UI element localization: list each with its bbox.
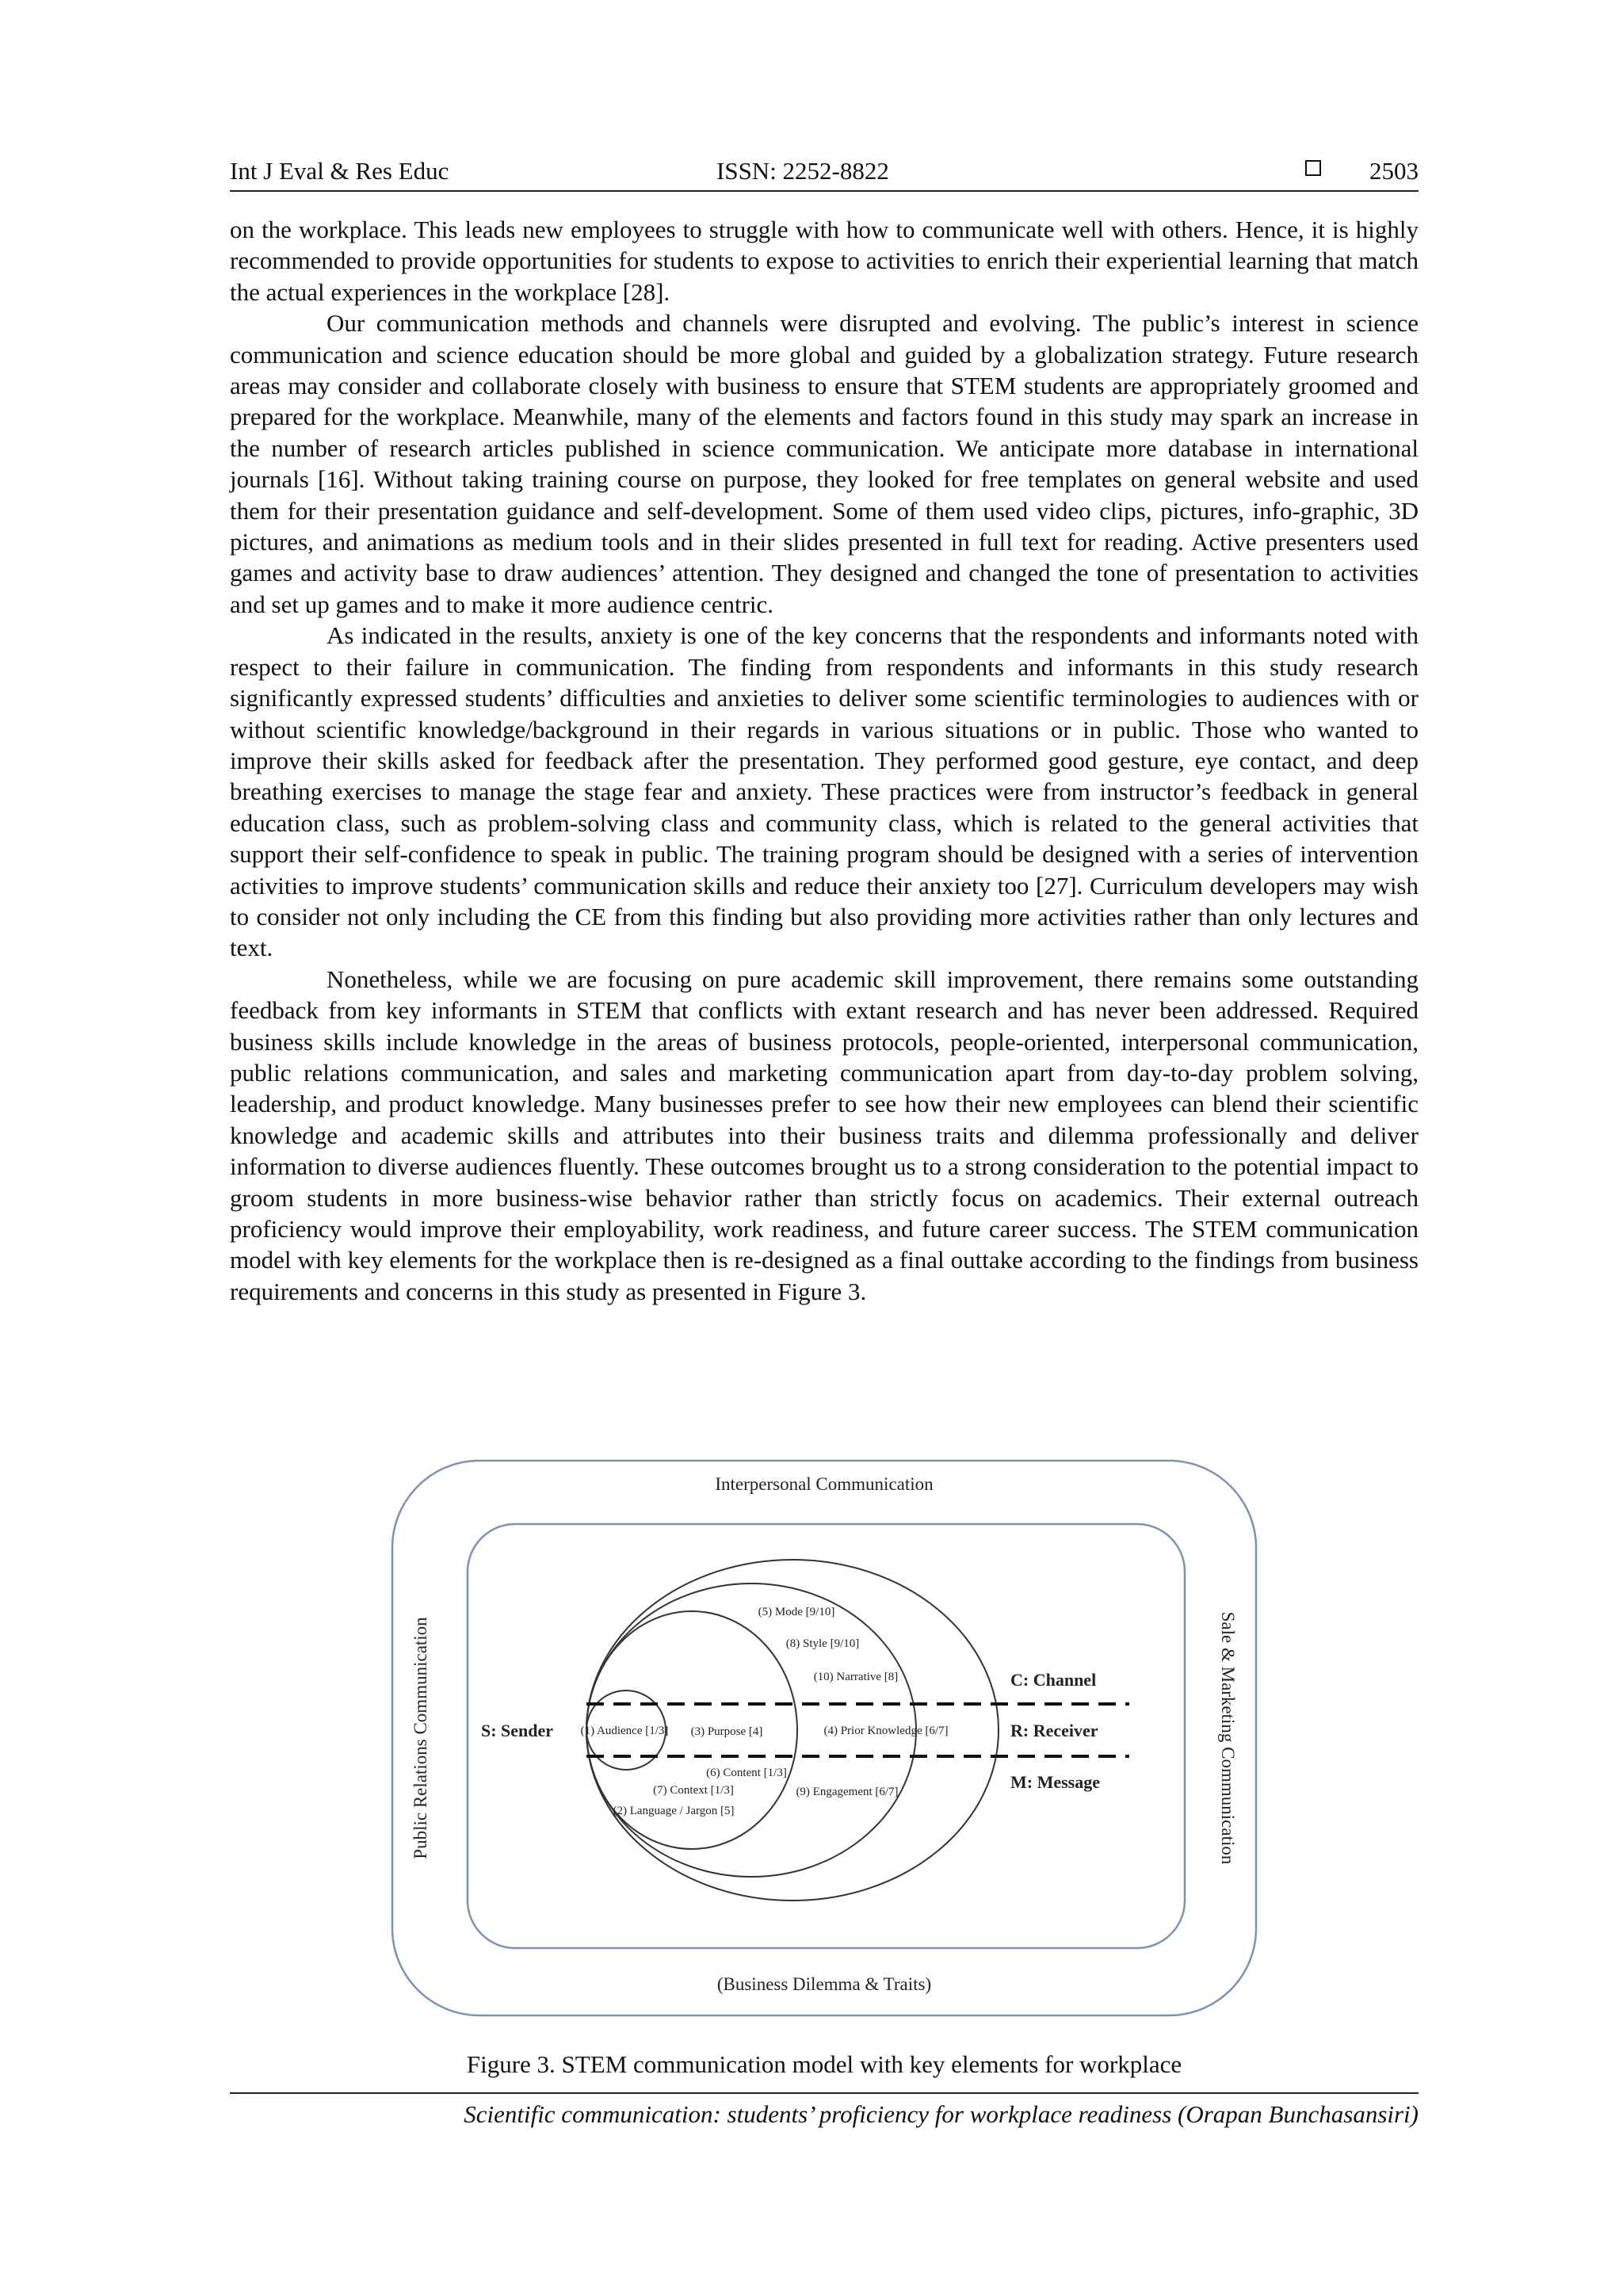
issn: ISSN: 2252-8822	[716, 157, 889, 185]
element-context: (7) Context [1/3]	[653, 1784, 734, 1797]
journal-name: Int J Eval & Res Educ	[230, 157, 449, 185]
element-content: (6) Content [1/3]	[706, 1767, 787, 1779]
label-sender: S: Sender	[481, 1721, 554, 1740]
page-header	[230, 152, 1419, 192]
element-language: (2) Language / Jargon [5]	[613, 1805, 735, 1817]
label-channel: C: Channel	[1010, 1670, 1097, 1690]
element-narrative: (10) Narrative [8]	[813, 1671, 899, 1683]
label-public-relations: Public Relations Communication	[411, 1617, 430, 1859]
label-sale-marketing: Sale & Marketing Communication	[1218, 1611, 1238, 1865]
element-prior-knowledge: (4) Prior Knowledge [6/7]	[823, 1725, 949, 1737]
communication-model-figure	[380, 1449, 1268, 2035]
page-number: 2503	[1369, 157, 1419, 185]
element-purpose: (3) Purpose [4]	[690, 1725, 763, 1738]
paragraph: Our communication methods and channels were disrupted and evolving. The public’s interest in science communication and science education should be more global and guided by a globalization strategy. Future research areas may consider and collaborate closely with business to ensure that STEM students are appropriately groomed and prepared for the workplace. Meanwhile, many of the elements and factors found in this study may spark an increase in the number of research articles published in science communication. We anticipate more database in international journals [16]. Without taking training course on purpose, they looked for free templates on general website and used them for their presentation guidance and self-development. Some of them used video clips, pictures, info-graphic, 3D pictures, and animations as medium tools and in their slides presented in full text for reading. Active presenters used games and activity base to draw audiences’ attention. They designed and changed the tone of presentation to activities and set up games and to make it more audience centric.	[230, 309, 1419, 618]
body-text	[230, 214, 1419, 1307]
element-style: (8) Style [9/10]	[785, 1637, 860, 1650]
figure-caption: Figure 3. STEM communication model with key elements for workplace	[466, 2050, 1182, 2078]
square-icon	[1305, 160, 1321, 176]
element-mode: (5) Mode [9/10]	[758, 1606, 835, 1618]
label-message: M: Message	[1010, 1772, 1101, 1792]
element-engagement: (9) Engagement [6/7]	[796, 1786, 899, 1798]
label-business-dilemma: (Business Dilemma & Traits)	[716, 1974, 932, 1994]
element-audience: (1) Audience [1/3]	[580, 1725, 669, 1737]
label-interpersonal: Interpersonal Communication	[715, 1474, 934, 1494]
communication-model-diagram	[380, 1449, 1268, 2035]
paragraph: Nonetheless, while we are focusing on pure academic skill improvement, there remains some outstanding feedback from key informants in STEM that conflicts with extant research and has never been addressed. Required business skills include knowledge in the areas of business protocols, people-oriented, interpersonal communication, public relations communication, and sales and marketing communication apart from day-to-day problem solving, leadership, and product knowledge. Many businesses prefer to see how their new employees can blend their scientific knowledge and academic skills and attributes into their business traits and dilemma professionally and deliver information to diverse audiences fluently. These outcomes brought us to a strong consideration to the potential impact to groom students in more business-wise behavior rather than strictly focus on academics. Their external outreach proficiency would improve their employability, work readiness, and future career success. The STEM communication model with key elements for the workplace then is re-designed as a final outtake according to the findings from business requirements and concerns in this study as presented in Figure 3.	[230, 965, 1419, 1305]
label-receiver: R: Receiver	[1010, 1721, 1098, 1740]
paragraph: on the workplace. This leads new employees to struggle with how to communicate well with others. Hence, it is highly recommended to provide opportunities for students to expose to activities to enrich their experiential learning that match the actual experiences in the workplace [28].	[230, 216, 1419, 306]
paragraph: As indicated in the results, anxiety is one of the key concerns that the respondents and informants noted with respect to their failure in communication. The finding from respondents and informants in this study research significantly expressed students’ difficulties and anxieties to deliver some scientific terminologies to audiences with or without scientific knowledge/background in their regards in various situations or in public. Those who wanted to improve their skills asked for feedback after the presentation. They performed good gesture, eye contact, and deep breathing exercises to manage the stage fear and anxiety. These practices were from instructor’s feedback in general education class, such as problem-solving class and community class, which is related to the general activities that support their self-confidence to speak in public. The training program should be designed with a series of intervention activities to improve students’ communication skills and reduce their anxiety too [27]. Curriculum developers may wish to consider not only including the CE from this finding but also providing more activities rather than only lectures and text.	[230, 621, 1419, 962]
page-footer: Scientific communication: students’ proficiency for workplace readiness (Orapan Bunchasansiri)	[230, 2092, 1419, 2129]
